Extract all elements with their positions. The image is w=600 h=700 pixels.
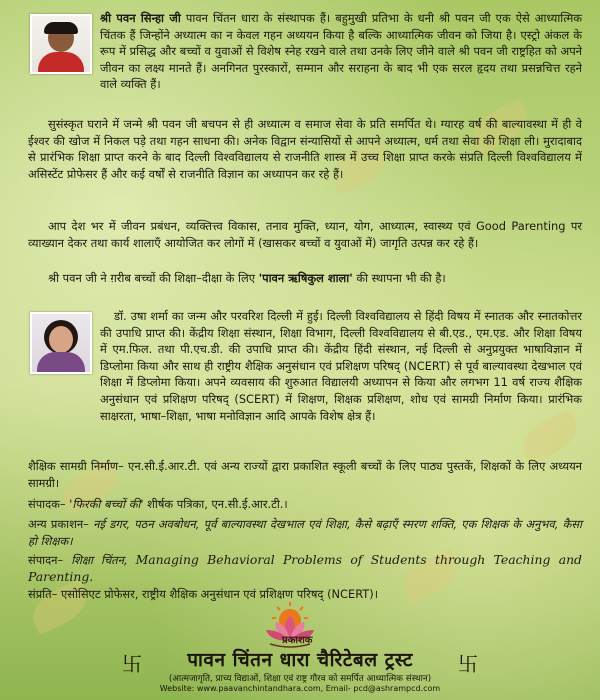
bio-pawan-school	[28, 270, 582, 287]
edited-work-2: Managing Behavioral Problems of Students through Teaching and Parenting.	[28, 552, 582, 584]
bio-usha-editor	[28, 496, 582, 513]
website-email: Website: www.paavanchintandhara.com, Email- pcd@ashrampcd.com	[159, 684, 441, 693]
bio-usha-main: डॉ. उषा शर्मा का जन्म और परवरिश दिल्ली में हुई। दिल्ली विश्वविद्यालय से हिंदी विषय में स्नातक और स्नातकोत्तर की उपाधि प्राप्त की। केंद्रीय शिक्षा संस्थान, शिक्षा विभाग, दिल्ली विश्वविद्यालय से बी.एड., एम.एड. और शिक्षा विषय में एम.फिल. तथा पी.एच.डी. की उपाधि प्राप्त की। केंद्रीय हिंदी संस्थान, नई दिल्ली से अनुप्रयुक्त भाषाविज्ञान में डिप्लोमा किया और साथ ही राष्ट्रीय शैक्षिक अनुसंधान एवं प्रशिक्षण परिषद् (NCERT) से पूर्व बाल्यावस्था देखभाल एवं शिक्षा में डिप्लोमा किया। अपने व्यवसाय की शुरुआत विद्यालयी अध्यापन से किया और लगभग 11 वर्ष राज्य शैक्षिक अनुसंधान एवं प्रशिक्षण परिषद् (SCERT) में शिक्षण, शिक्षक प्रशिक्षण, शोध एवं सामग्री निर्माण किया। प्रारंभिक साक्षरता, भाषा–शिक्षा, भाषा मनोविज्ञान आदि आपके विशेष क्षेत्र हैं।	[100, 309, 582, 423]
bio-pawan-intro-text: पावन चिंतन धारा के संस्थापक हैं। बहुमुखी प्रतिभा के धनी श्री पवन जी एक ऐसे आध्यात्मिक चिंतक हैं जिन्होंने अध्यात्म का न केवल गहन अध्ययन किया है बल्कि आध्यात्मिक जीवन को जिया है। एस्ट्रो अंकल के रूप में प्रसिद्ध और बच्चों व युवाओं से विशेष स्नेह रखने वाले तथा उनके लिए जीने वाले श्री पवन जी राष्ट्रहित को अपने जीवन का लक्ष्य मानते हैं। अनगिनत पुरस्कारों, सम्मान और सराहना के बाद भी एक सरल हृदय तथा प्रसन्नचित्त रहने वाले व्यक्ति हैं।	[100, 11, 583, 92]
edited-work-1: शिक्षा चिंतन,	[71, 553, 128, 567]
trust-tagline: (आत्मजागृति, प्राच्य विद्याओं, शिक्षा एवं राष्ट्र गौरव को समर्पित आध्यात्मिक संस्थान)	[168, 674, 432, 684]
swastika-icon: 卐	[122, 652, 142, 676]
bio-usha-materials: शैक्षिक सामग्री निर्माण– एन.सी.ई.आर.टी. एवं अन्य राज्यों द्वारा प्रकाशित स्कूली बच्चों के लिए पाठ्य पुस्तकें, शिक्षकों के लिए अध्ययन सामग्री।	[28, 459, 582, 490]
school-text-post: की स्थापना भी की है।	[356, 271, 446, 285]
author-photo-pawan-sinha	[30, 14, 92, 74]
trust-name: पावन चिंतन धारा चैरिटेबल ट्रस्ट	[187, 649, 413, 671]
editor-label: संपादक–	[28, 497, 66, 511]
author-name-pawan: श्री पवन सिन्हा जी	[100, 11, 181, 25]
publications-label: अन्य प्रकाशन–	[28, 517, 89, 531]
bio-usha-current: संप्रति– एसोसिएट प्रोफेसर, राष्ट्रीय शैक्षिक अनुसंधान एवं प्रशिक्षण परिषद् (NCERT)।	[28, 587, 379, 601]
bio-pawan-background: सुसंस्कृत घराने में जन्मे श्री पवन जी बचपन से ही अध्यात्म व समाज सेवा के प्रति समर्पित थे। ग्यारह वर्ष की बाल्यावस्था में ही वे ईश्वर की खोज में निकल पड़े तथा गहन साधना की। अनेक विद्वान संन्यासियों से आपने अध्यात्म, धर्म तथा सेवा की शिक्षा ली। मुरादाबाद से प्रारंभिक शिक्षा प्राप्त करने के बाद दिल्ली विश्वविद्यालय से राजनीति शास्त्र में उच्च शिक्षा प्राप्त करके संप्रति दिल्ली विश्वविद्यालय में असिस्टेंट प्रोफेसर हैं और कई वर्षों से राजनीति विज्ञान का अध्यापन कर रहे हैं।	[28, 117, 582, 181]
publisher-label: प्रकाशक	[282, 635, 313, 646]
bio-pawan-intro	[100, 10, 582, 93]
swastika-icon: 卐	[458, 652, 478, 676]
school-name: 'पावन ऋषिकुल शाला'	[258, 271, 353, 285]
school-text-pre: श्री पवन जी ने ग़रीब बच्चों की शिक्षा–दीक्षा के लिए	[48, 271, 256, 285]
edited-label: संपादन–	[28, 553, 64, 567]
publications-list: नई डगर, पठन अवबोधन, पूर्व बाल्यावस्था देखभाल एवं शिक्षा, कैसे बढ़ाएँ स्मरण शक्ति, एक शिक्षक के अनुभव, कैसा हो शिक्षक।	[28, 517, 583, 548]
editor-text: शीर्षक पत्रिका, एन.सी.ई.आर.टी.।	[147, 497, 288, 511]
bio-usha-publications	[28, 516, 582, 549]
author-photo-usha-sharma	[30, 312, 92, 374]
bio-usha-edited	[28, 552, 582, 585]
magazine-title: 'फिरकी बच्चों की'	[69, 497, 144, 511]
bio-pawan-workshops: आप देश भर में जीवन प्रबंधन, व्यक्तित्त्व विकास, तनाव मुक्ति, ध्यान, योग, आध्यात्म, स्वास्थ्य एवं Good Parenting पर व्याख्यान देकर तथा कार्य शालाएँ आयोजित कर लोगों में (खासकर बच्चों व युवाओं में) जागृति उत्पन्न कर रहे हैं।	[28, 219, 582, 250]
